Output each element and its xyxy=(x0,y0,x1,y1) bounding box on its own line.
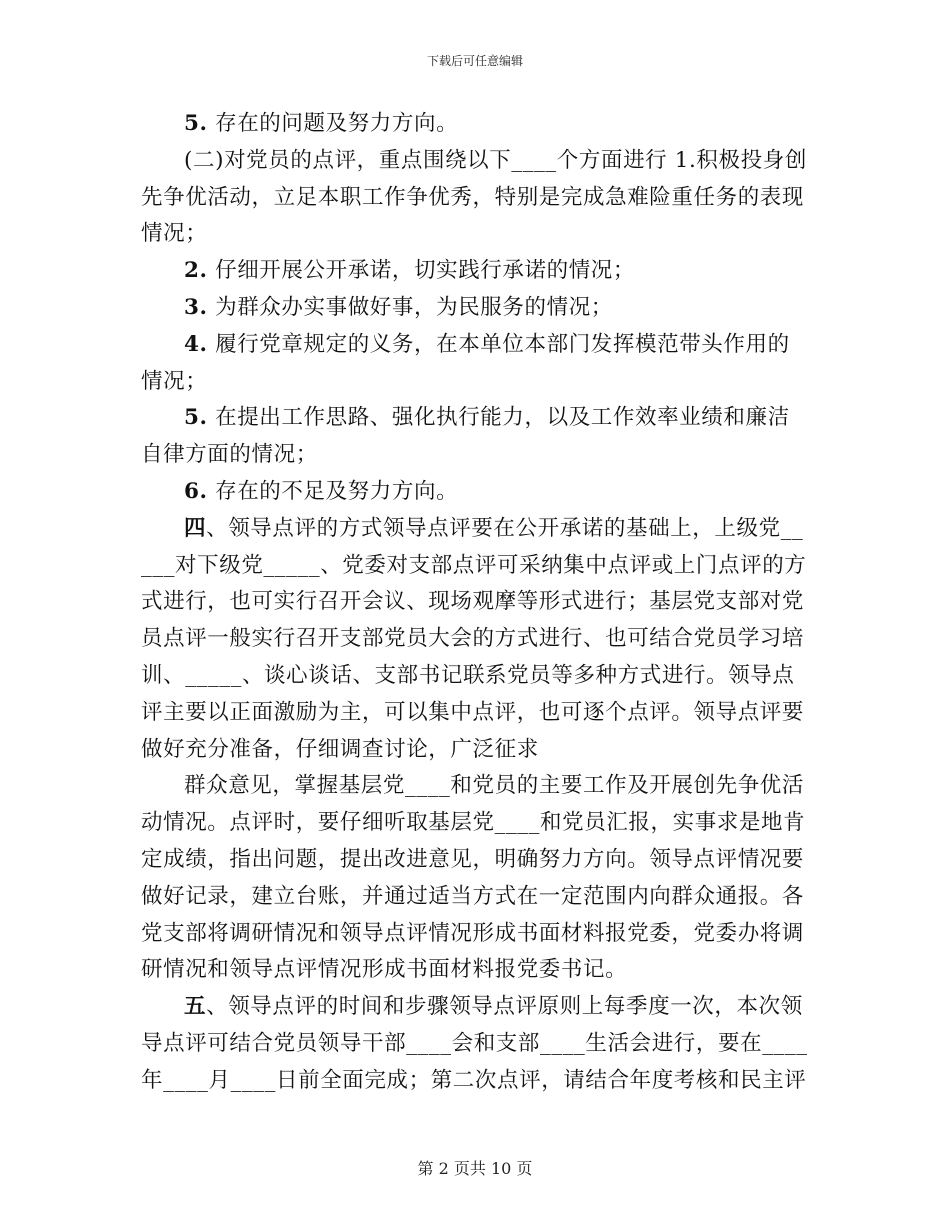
paragraph-text: 、领导点评的时间和步骤领导点评原则上每季度一次，本次领导点评可结合党员领导干部____会和支部____生活会进行，要在____年____月____日前全面完成；第二次点评，请结合年度考核和民主评 xyxy=(141,994,808,1093)
item-number: 4. xyxy=(184,331,208,357)
paragraph-text: 履行党章规定的义务，在本单位本部门发挥模范带头作用的情况； xyxy=(141,331,790,394)
section-number: 五 xyxy=(184,994,207,1020)
paragraph xyxy=(141,511,811,769)
page-header: 下载后可任意编辑 xyxy=(426,54,523,68)
paragraph-text: 存在的不足及努力方向。 xyxy=(215,478,459,504)
item-number: 6. xyxy=(184,478,208,504)
paragraph xyxy=(141,768,811,989)
section-number: 四 xyxy=(184,515,207,541)
paragraph-text: 群众意见，掌握基层党____和党员的主要工作及开展创先争优活动情况。点评时，要仔细听取基层党____和党员汇报，实事求是地肯定成绩，指出问题，提出改进意见，明确努力方向。领导点评情况要做好记录，建立台账，并通过适当方式在一定范围内向群众通报。各党支部将调研情况和领导点评情况形成书面材料报党委，党委办将调研情况和领导点评情况形成书面材料报党委书记。 xyxy=(141,773,806,983)
paragraph-text: 、领导点评的方式领导点评要在公开承诺的基础上，上级党_____对下级党_____、党委对支部点评可采纳集中点评或上门点评的方式进行，也可实行召开会议、现场观摩等形式进行；基层党支部对党员点评一般实行召开支部党员大会的方式进行、也可结合党员学习培训、_____、谈心谈话、支部书记联系党员等多种方式进行。领导点评主要以正面激励为主，可以集中点评，也可逐个点评。领导点评要做好充分准备，仔细调查讨论，广泛征求 xyxy=(141,515,807,762)
paragraph xyxy=(141,327,811,401)
paragraph xyxy=(141,290,811,327)
paragraph-text: 在提出工作思路、强化执行能力，以及工作效率业绩和廉洁自律方面的情况； xyxy=(141,405,790,468)
paragraph-text: 仔细开展公开承诺，切实践行承诺的情况； xyxy=(215,258,635,284)
paragraph-text: (二)对党员的点评，重点围绕以下____个方面进行 1.积极投身创先争优活动，立足本职工作争优秀，特别是完成急难险重任务的表现情况； xyxy=(141,147,807,247)
document-body xyxy=(141,106,811,1100)
item-number: 2. xyxy=(184,258,208,284)
paragraph xyxy=(141,474,811,511)
paragraph xyxy=(141,400,811,474)
item-number: 5. xyxy=(184,405,208,431)
page-footer: 第 2 页共 10 页 xyxy=(417,1159,533,1178)
paragraph-text: 存在的问题及努力方向。 xyxy=(215,111,459,136)
paragraph xyxy=(141,106,811,143)
paragraph xyxy=(141,253,811,290)
item-number: 5. xyxy=(184,111,208,136)
paragraph-text: 为群众办实事做好事，为民服务的情况； xyxy=(215,294,613,320)
item-number: 3. xyxy=(184,294,208,320)
paragraph xyxy=(141,143,811,253)
paragraph xyxy=(141,989,811,1099)
